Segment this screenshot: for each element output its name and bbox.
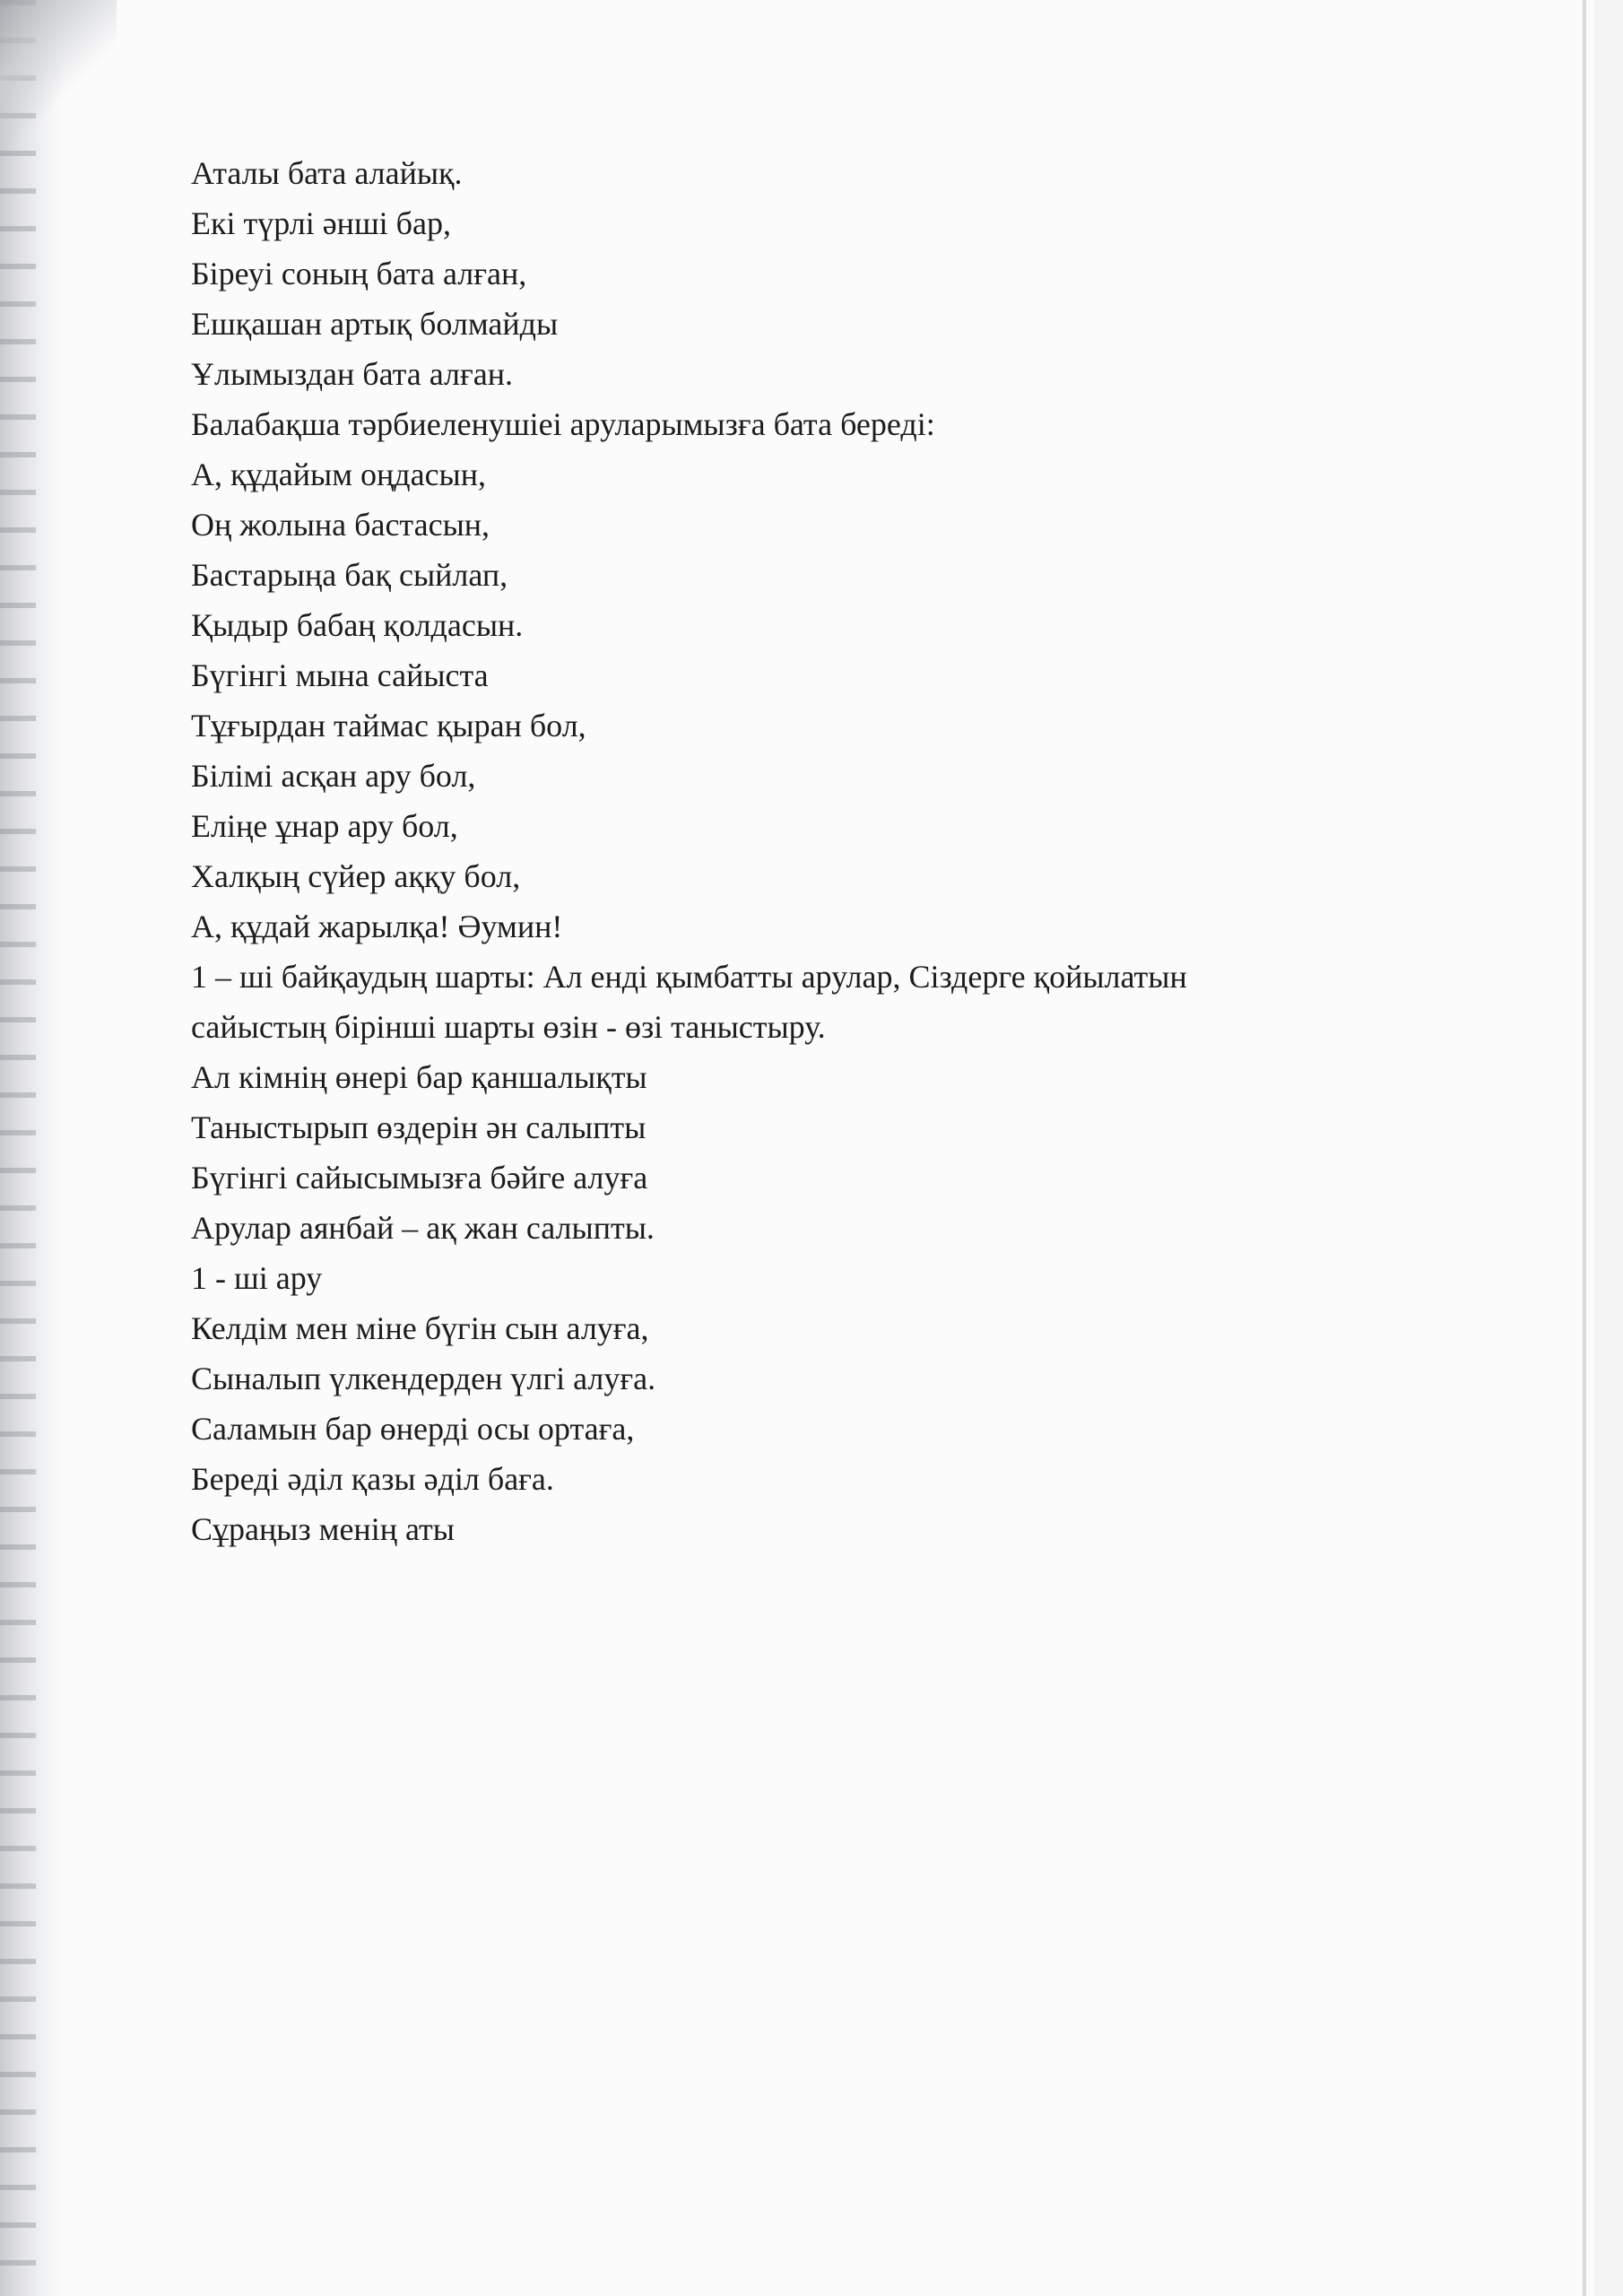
text-line: Оң жолына бастасын,: [191, 507, 490, 543]
text-line: Келдім мен міне бүгін сын алуға,: [191, 1310, 649, 1346]
scan-left-perforation: [0, 0, 36, 2296]
text-line: Екі түрлі әнші бар,: [191, 205, 451, 241]
text-line: Саламын бар өнерді осы ортаға,: [191, 1411, 635, 1447]
text-line: Қыдыр бабаң қолдасын.: [191, 607, 524, 643]
text-line: сайыстың бірінші шарты өзін - өзі таныстыру.: [191, 1009, 826, 1045]
text-line: Сыналып үлкендерден үлгі алуға.: [191, 1361, 656, 1396]
text-line: Арулар аянбай – ақ жан салыпты.: [191, 1210, 655, 1246]
text-line: 1 – ші байқаудың шарты: Ал енді қымбатты арулар, Сіздерге қойылатын: [191, 959, 1187, 995]
text-line: Бүгінгі сайысымызға бәйге алуға: [191, 1160, 648, 1196]
text-line: Тұғырдан таймас қыран бол,: [191, 708, 586, 744]
text-line: Еліңе ұнар ару бол,: [191, 808, 458, 844]
text-line: Бүгінгі мына сайыста: [191, 657, 489, 693]
text-line: Халқың сүйер аққу бол,: [191, 858, 521, 894]
text-line: Білімі асқан ару бол,: [191, 758, 476, 794]
text-line: Ал кімнің өнері бар қаншалықты: [191, 1059, 647, 1095]
text-line: Бастарыңа бақ сыйлап,: [191, 557, 508, 593]
text-line: Біреуі соның бата алған,: [191, 256, 527, 291]
text-line: Ешқашан артық болмайды: [191, 306, 559, 342]
text-line: А, құдайым оңдасын,: [191, 457, 487, 492]
scan-right-margin: [1594, 0, 1623, 2296]
scan-corner-fold: [0, 0, 117, 152]
scan-right-edge-line: [1583, 0, 1586, 2296]
text-line: Аталы бата алайық.: [191, 155, 463, 191]
text-line: Береді әділ қазы әділ баға.: [191, 1461, 554, 1497]
document-text-block: [191, 148, 1500, 1554]
text-line: 1 - ші ару: [191, 1260, 323, 1296]
text-line: Сұраңыз менің аты: [191, 1511, 455, 1547]
text-line: Балабақша тәрбиеленушіеі аруларымызға бата береді:: [191, 406, 935, 442]
text-line: Ұлымыздан бата алған.: [191, 356, 514, 392]
text-line: А, құдай жарылқа! Әумин!: [191, 909, 563, 944]
text-line: Таныстырып өздерін ән салыпты: [191, 1109, 647, 1145]
